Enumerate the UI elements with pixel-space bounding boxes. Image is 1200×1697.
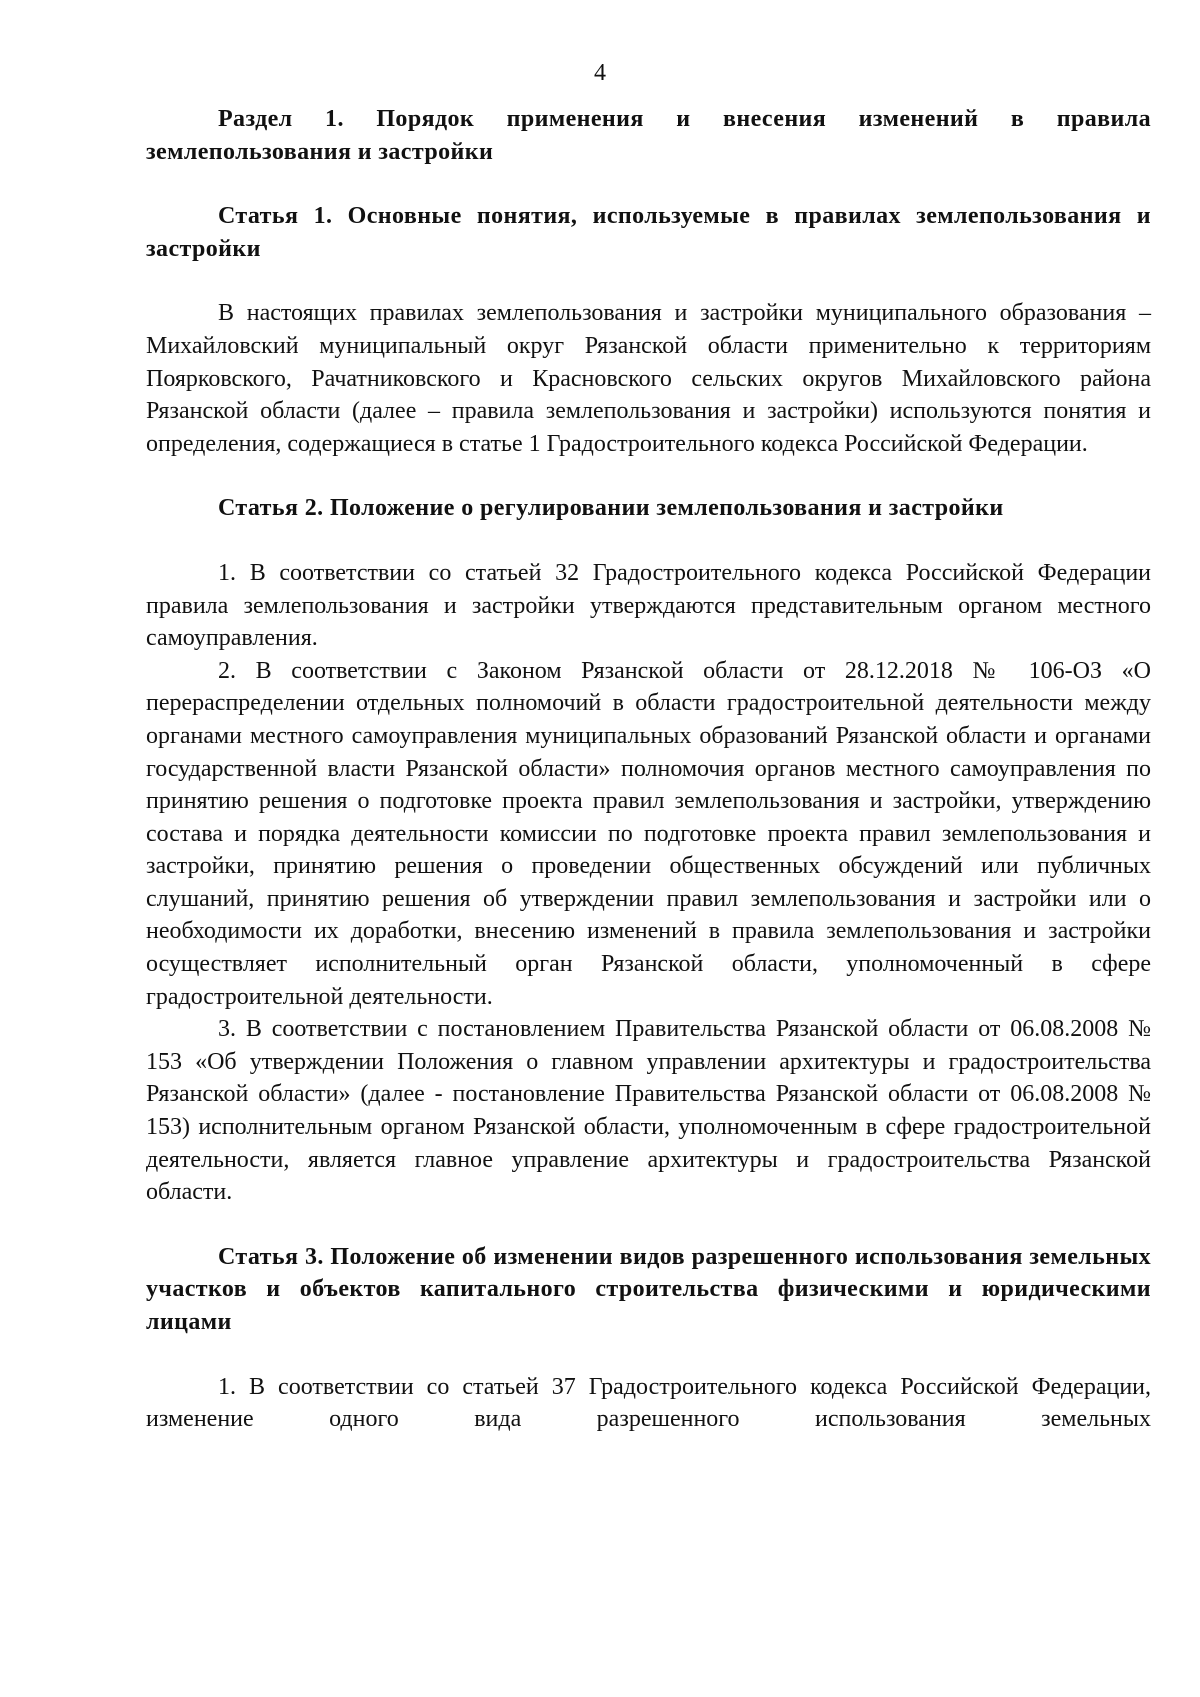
- article-1-paragraph-1: В настоящих правилах землепользования и застройки муниципального образования – Михайловский муниципальный округ Рязанской области применительно к территориям Поярковского, Рачатниковского и Красновского сельских округов Михайловского района Рязанской области (далее – правила землепользования и застройки) используются понятия и определения, содержащиеся в статье 1 Градостроительного кодекса Российской Федерации.: [146, 300, 1151, 457]
- page-number: 4: [594, 60, 606, 86]
- article-1-title: Статья 1. Основные понятия, используемые в правилах землепользования и застройки: [146, 203, 1151, 262]
- article-3-title: Статья 3. Положение об изменении видов разрешенного использования земельных участков и объектов капитального строительства физическими и юридическими лицами: [146, 1243, 1151, 1335]
- article-2-paragraph-3: 3. В соответствии с постановлением Правительства Рязанской области от 06.08.2008 № 153 «Об утверждении Положения о главном управлении архитектуры и градостроительства Рязанской области» (далее - постановление Правительства Рязанской области от 06.08.2008 № 153) исполнительным органом Рязанской области, уполномоченным в сфере градостроительной деятельности, является главное управление архитектуры и градостроительства Рязанской области.: [146, 1016, 1151, 1206]
- article-2-paragraph-1: 1. В соответствии со статьей 32 Градостроительного кодекса Российской Федерации правила землепользования и застройки утверждаются представительным органом местного самоуправления.: [146, 559, 1151, 652]
- spacer: [146, 168, 1151, 200]
- spacer: [146, 265, 1151, 297]
- spacer: [146, 525, 1151, 557]
- document-body: [146, 103, 1151, 1436]
- article-2-paragraph-2: 2. В соответствии с Законом Рязанской области от 28.12.2018 № 106-ОЗ «О перераспределении отдельных полномочий в области градостроительной деятельности между органами местного самоуправления муниципальных образований Рязанской области и органами государственной власти Рязанской области» полномочия органов местного самоуправления по принятию решения о подготовке проекта правил землепользования и застройки, утверждению состава и порядка деятельности комиссии по подготовке проекта правил землепользования и застройки, принятию решения о проведении общественных обсуждений или публичных слушаний, принятию решения об утверждении правил землепользования и застройки или о необходимости их доработки, внесению изменений в правила землепользования и застройки осуществляет исполнительный орган Рязанской области, уполномоченный в сфере градостроительной деятельности.: [146, 657, 1151, 1010]
- article-3-paragraph-1: 1. В соответствии со статьей 37 Градостроительного кодекса Российской Федерации, изменение одного вида разрешенного использования земельных: [146, 1373, 1151, 1433]
- spacer: [146, 460, 1151, 492]
- section-title: Раздел 1. Порядок применения и внесения изменений в правила землепользования и застройки: [146, 106, 1151, 165]
- spacer: [146, 1339, 1151, 1371]
- spacer: [146, 1209, 1151, 1241]
- article-2-title: Статья 2. Положение о регулировании землепользования и застройки: [218, 495, 1004, 522]
